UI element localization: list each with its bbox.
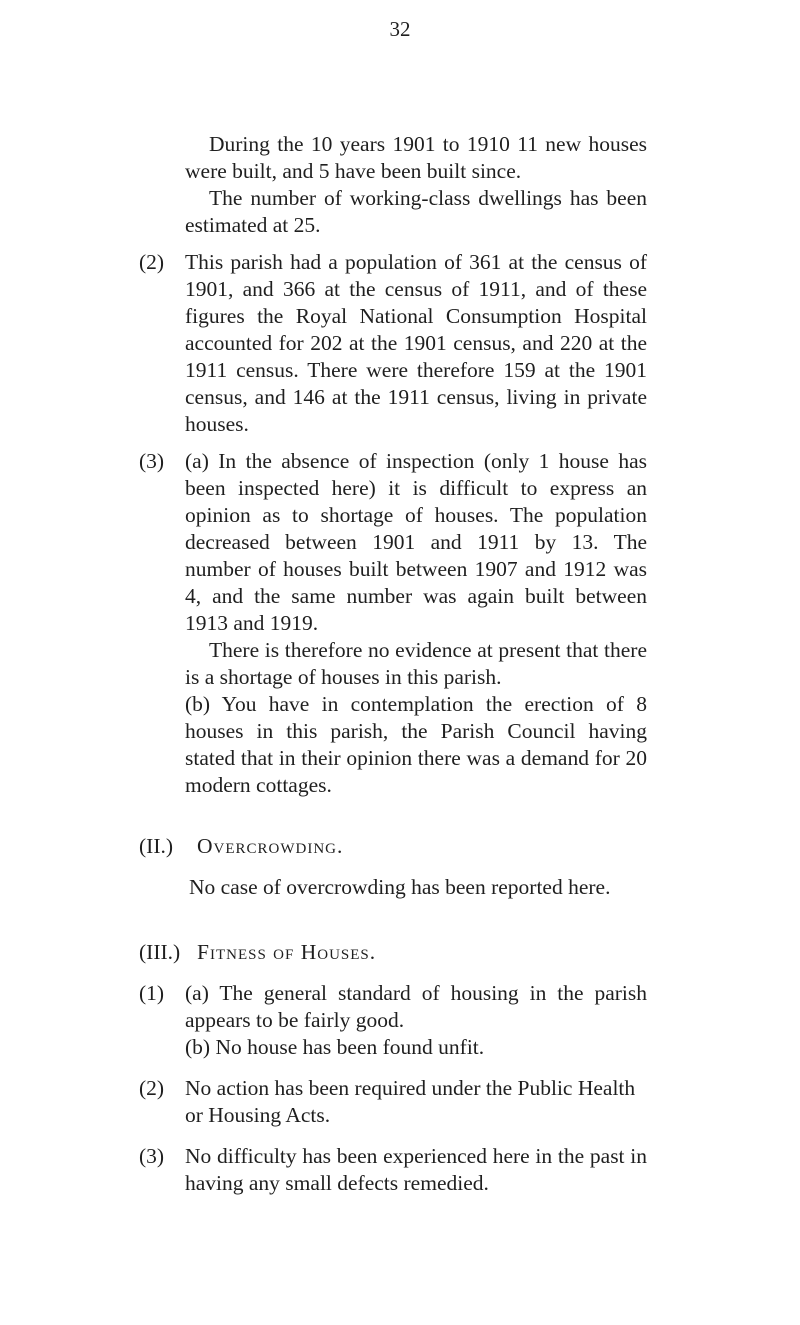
intro-paragraph-2: The number of working-class dwellings has been estimated at 25. [185,186,647,237]
section-heading-overcrowding [139,833,647,860]
item-number: (1) [139,981,165,1005]
item-3 [139,448,647,799]
item-number: (3) [139,449,165,473]
item-2 [139,249,647,438]
item-text: No action has been required under the Public Health or Housing Acts. [185,1076,636,1127]
section-title: Fitness of Houses. [197,940,377,964]
item-text: This parish had a population of 361 at the census of 1901, and 366 at the census of 1911, and of these figures the Royal National Consumption Hospital accounted for 202 at the 1901 census, and 220 at the 1911 census. There were therefore 159 at the 1901 census, and 146 at the 1911 census, living in private houses. [185,250,647,436]
section-title: Overcrowding. [197,834,344,858]
item-sub-a: (a) The general standard of housing in the parish appears to be fairly good. [185,981,647,1032]
fitness-item-3 [139,1143,647,1197]
section-heading-fitness [139,939,647,966]
section-text: No case of overcrowding has been reported here. [189,875,611,899]
item-number: (3) [139,1144,165,1168]
fitness-item-2 [139,1075,647,1129]
item-text: No difficulty has been experienced here in the past in having any small defects remedied. [185,1144,647,1195]
item-sub-a: (a) In the absence of inspection (only 1 house has been inspected here) it is difficult to express an opinion as to shortage of houses. The population decreased between 1901 and 1911 by 13. The number of houses built between 1907 and 1912 was 4, and the same number was again built between 1913 and 1919. [185,449,647,635]
page-number: 32 [389,17,411,41]
document-body [139,131,647,1197]
section-number: (III.) [139,940,181,964]
intro-paragraph-1: During the 10 years 1901 to 1910 11 new houses were built, and 5 have been built since. [185,132,647,183]
item-number: (2) [139,1076,165,1100]
item-sub-b: (b) No house has been found unfit. [185,1035,485,1059]
item-sub-a-continued: There is therefore no evidence at present that there is a shortage of houses in this parish. [185,638,647,689]
fitness-item-1 [139,980,647,1061]
item-number: (2) [139,250,165,274]
item-sub-b: (b) You have in contemplation the erection of 8 houses in this parish, the Parish Council having stated that in their opinion there was a demand for 20 modern cottages. [185,692,647,797]
section-fitness [139,939,647,1197]
section-number: (II.) [139,834,174,858]
